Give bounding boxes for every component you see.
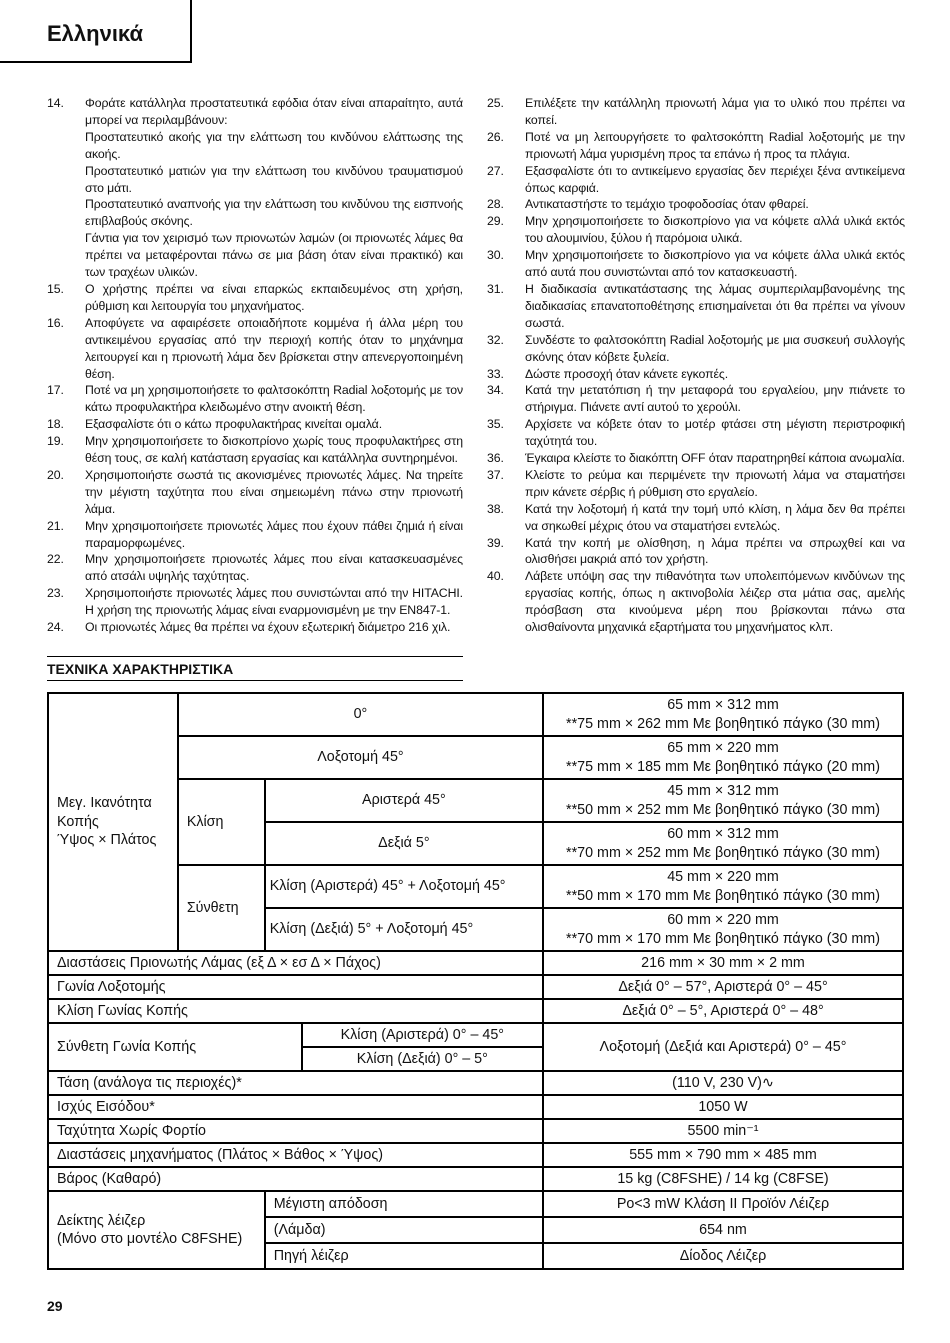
list-item: 24. Οι πριονωτές λάμες θα πρέπει να έχουν εξωτερική διάμετρο 216 χιλ. <box>47 620 451 635</box>
table-row: Κλίση (Δεξιά) 0° – 5° <box>48 1047 903 1071</box>
table-row: Γωνία Λοξοτομής Δεξιά 0° – 57°, Αριστερά 0° – 45° <box>48 975 903 999</box>
list-item: 25. Επιλέξετε την κατάλληλη πριονωτή λάμα για το υλικό που πρέπει να κοπεί. <box>487 96 905 127</box>
table-row: Κλίση (Δεξιά) 5° + Λοξοτομή 45° 60 mm × 220 mm **70 mm × 170 mm Με βοηθητικό πάγκο (30 mm) <box>48 908 903 951</box>
specs-table <box>47 692 904 1270</box>
list-item: 35. Αρχίσετε να κόβετε όταν το μοτέρ φτάσει στη μέγιστη περιστροφική ταχύτητά του. <box>487 417 905 449</box>
table-row: Λοξοτομή 45° 65 mm × 220 mm **75 mm × 185 mm Με βοηθητικό πάγκο (20 mm) <box>48 736 903 779</box>
table-row: Κλίση Γωνίας Κοπής Δεξιά 0° – 5°, Αριστερά 0° – 48° <box>48 999 903 1023</box>
specs-title: ΤΕΧΝΙΚΑ ΧΑΡΑΚΤΗΡΙΣΤΙΚΑ <box>47 661 234 677</box>
safety-list-right <box>487 95 905 636</box>
list-item: 26. Ποτέ να μη λειτουργήσετε το φαλτσοκόπτη Radial λοξοτομής με την πριονωτή λάμα γυρισμένη προς τα επάνω ή προς τα πλάγια. <box>487 129 905 161</box>
list-item: 39. Κατά την κοπή με ολίσθηση, η λάμα πρέπει να σπρωχθεί και να ολισθήσει μακριά από τον χρήστη. <box>487 535 905 567</box>
list-item: 40. Λάβετε υπόψη σας την πιθανότητα των υπολειπόμενων κινδύνων της εργασίας κοπής, όπως η ακτινοβολία λέιζερ στα μάτια σας, αμελής πρόσβαση στα κινούμενα μέρη που βρίσκονται πάνω στα ολισθαίνοντα μηχανικά εξαρτήματα του μηχανήματος κλπ. <box>487 569 905 635</box>
laser-label: Δείκτης λέιζερ (Μόνο στο μοντέλο C8FSHE) <box>48 1191 265 1269</box>
page-number: 29 <box>47 1298 63 1314</box>
table-row: Σύνθετη Κλίση (Αριστερά) 45° + Λοξοτομή 45° 45 mm × 220 mm **50 mm × 170 mm Με βοηθητικό πάγκο (30 mm) <box>48 865 903 908</box>
capacity-label: Μεγ. Ικανότητα Κοπής Ύψος × Πλάτος <box>48 693 178 951</box>
table-row: Ισχύς Εισόδου* 1050 W <box>48 1095 903 1119</box>
list-item: 27. Εξασφαλίστε ότι το αντικείμενο εργασίας δεν περιέχει ξένα αντικείμενα όπως καρφιά. <box>487 163 905 195</box>
table-row: Τάση (ανάλογα τις περιοχές)* (110 V, 230 V)∿ <box>48 1071 903 1095</box>
list-item: 17. Ποτέ να μη χρησιμοποιήσετε το φαλτσοκόπτη Radial λοξοτομής με τον κάτω προφυλακτήρα κλειδωμένο στην ανοικτή θέση. <box>47 383 463 415</box>
list-item: 20. Χρησιμοποιήστε σωστά τις ακονισμένες πριονωτές λάμες. Να τηρείτε την μέγιστη ταχύτητα που είναι σημειωμένη πάνω στην πριονωτή λάμα. <box>47 467 463 516</box>
table-row: Πηγή λέιζερ Δίοδος Λέιζερ <box>48 1243 903 1269</box>
list-item: 33. Δώστε προσοχή όταν κάνετε εγκοπές. <box>487 366 729 381</box>
table-row: Βάρος (Καθαρό) 15 kg (C8FSHE) / 14 kg (C8FSE) <box>48 1167 903 1191</box>
list-item: 22. Μην χρησιμοποιήσετε πριονωτές λάμες που είναι κατασκευασμένες από ατσάλι υψηλής ταχύτητας. <box>47 552 463 584</box>
table-row: Δείκτης λέιζερ (Μόνο στο μοντέλο C8FSHE) Μέγιστη απόδοση Po<3 mW Κλάση II Προϊόν Λέιζερ <box>48 1191 903 1217</box>
table-row: Διαστάσεις Πριονωτής Λάμας (εξ Δ × εσ Δ × Πάχος) 216 mm × 30 mm × 2 mm <box>48 951 903 975</box>
list-item: 36. Έγκαιρα κλείστε το διακόπτη OFF όταν παρατηρηθεί κάποια ανωμαλία. <box>487 451 905 466</box>
title-underline <box>47 680 463 681</box>
table-row: Κλίση Αριστερά 45° 45 mm × 312 mm **50 mm × 252 mm Με βοηθητικό πάγκο (30 mm) <box>48 779 903 822</box>
table-row: (Λάμδα) 654 nm <box>48 1217 903 1243</box>
list-item: 15. Ο χρήστης πρέπει να είναι επαρκώς εκπαιδευμένος στη χρήση, ρύθμιση και λειτουργία του μηχανήματος. <box>47 281 463 313</box>
list-item: 21. Μην χρησιμοποιήσετε πριονωτές λάμες που έχουν πάθει ζημιά ή είναι παραμορφωμένες. <box>47 518 463 550</box>
list-item: 14. Φοράτε κατάλληλα προστατευτικά εφόδια όταν είναι απαραίτητο, αυτά μπορεί να περιλαμβάνουν: Προστατευτικό ακοής για την ελάττωση του κινδύνου ελάττωσης της ακοής. Προστατευτικό ματιών για την ελάττωση του κινδύνου τραυματισμού στο μάτι. Προστατευτικό αναπνοής για την ελάττωση του κινδύνου της εισπνοής επιβλαβούς σκόνης. Γάντια για τον χειρισμό των πριονωτών λαμών (οι πριονωτές λάμες θα πρέπει να μεταφέρονται πάνω σε μια βάση όταν είναι πρακτικό) και των τραχέων υλικών. <box>47 96 463 280</box>
list-item: 28. Αντικαταστήστε το τεμάχιο τροφοδοσίας όταν φθαρεί. <box>487 197 809 212</box>
table-row: Δεξιά 5° 60 mm × 312 mm **70 mm × 252 mm Με βοηθητικό πάγκο (30 mm) <box>48 822 903 865</box>
list-item: 19. Μην χρησιμοποιήσετε το δισκοπρίονο χωρίς τους προφυλακτήρες στη θέση τους, σε καλή κατάσταση εργασίας και κατάλληλα συντηρημένοι. <box>47 434 463 466</box>
language-label: Ελληνικά <box>47 21 143 46</box>
table-row: Σύνθετη Γωνία Κοπής Κλίση (Αριστερά) 0° – 45° Λοξοτομή (Δεξιά και Αριστερά) 0° – 45° <box>48 1023 903 1047</box>
list-item: 34. Κατά την μετατόπιση ή την μεταφορά του εργαλείου, μην πιάνετε το στήριγμα. Πιάνετε αντί αυτού το χερούλι. <box>487 383 905 415</box>
list-item: 18. Εξασφαλίστε ότι ο κάτω προφυλακτήρας κινείται ομαλά. <box>47 417 383 432</box>
table-row: Ταχύτητα Χωρίς Φορτίο 5500 min⁻¹ <box>48 1119 903 1143</box>
table-row: Μεγ. Ικανότητα Κοπής Ύψος × Πλάτος 0° 65 mm × 312 mm **75 mm × 262 mm Με βοηθητικό πάγκο (30 mm) <box>48 693 903 736</box>
list-item: 32. Συνδέστε το φαλτσοκόπτη Radial λοξοτομής με μια συσκευή συλλογής σκόνης όταν κόβετε ξυλεία. <box>487 332 905 364</box>
language-tab <box>0 0 192 63</box>
section-divider <box>47 656 463 657</box>
table-row: Διαστάσεις μηχανήματος (Πλάτος × Βάθος × Ύψος) 555 mm × 790 mm × 485 mm <box>48 1143 903 1167</box>
list-item: 37. Κλείστε το ρεύμα και περιμένετε την πριονωτή λάμα να σταματήσει πριν κάνετε σέρβις ή ρύθμιση στο εργαλείο. <box>487 467 905 499</box>
list-item: 23. Χρησιμοποιήστε πριονωτές λάμες που συνιστώνται από την HITACHI. Η χρήση της πριονωτής λάμας είναι εναρμονισμένη με την EN847-1. <box>47 586 463 618</box>
safety-list-left <box>47 95 463 636</box>
list-item: 16. Αποφύγετε να αφαιρέσετε οποιαδήποτε κομμένα ή άλλα μέρη του αντικειμένου εργασίας από την περιοχή κοπής όταν το μηχάνημα λειτουργεί και η πριονωτή λάμα δεν βρίσκεται στην απενεργοποιημένη θέση. <box>47 315 463 381</box>
list-item: 31. Η διαδικασία αντικατάστασης της λάμας συμπεριλαμβανομένης της διαδικασίας επανατοποθέτησης επισημαίνεται ότι θα πρέπει να γίνουν σωστά. <box>487 281 905 330</box>
list-item: 30. Μην χρησιμοποιήσετε το δισκοπρίονο για να κόψετε άλλα υλικά εκτός από αυτά που συνιστώνται από τον κατασκευαστή. <box>487 248 905 280</box>
list-item: 38. Κατά την λοξοτομή ή κατά την τομή υπό κλίση, η λάμα δεν θα πρέπει να σηκωθεί μέχρις ότου να σταματήσει εντελώς. <box>487 501 905 533</box>
list-item: 29. Μην χρησιμοποιήσετε το δισκοπρίονο για να κόψετε αλλά υλικά εκτός του αλουμινίου, ξύλου ή παρόμοια υλικά. <box>487 214 905 246</box>
